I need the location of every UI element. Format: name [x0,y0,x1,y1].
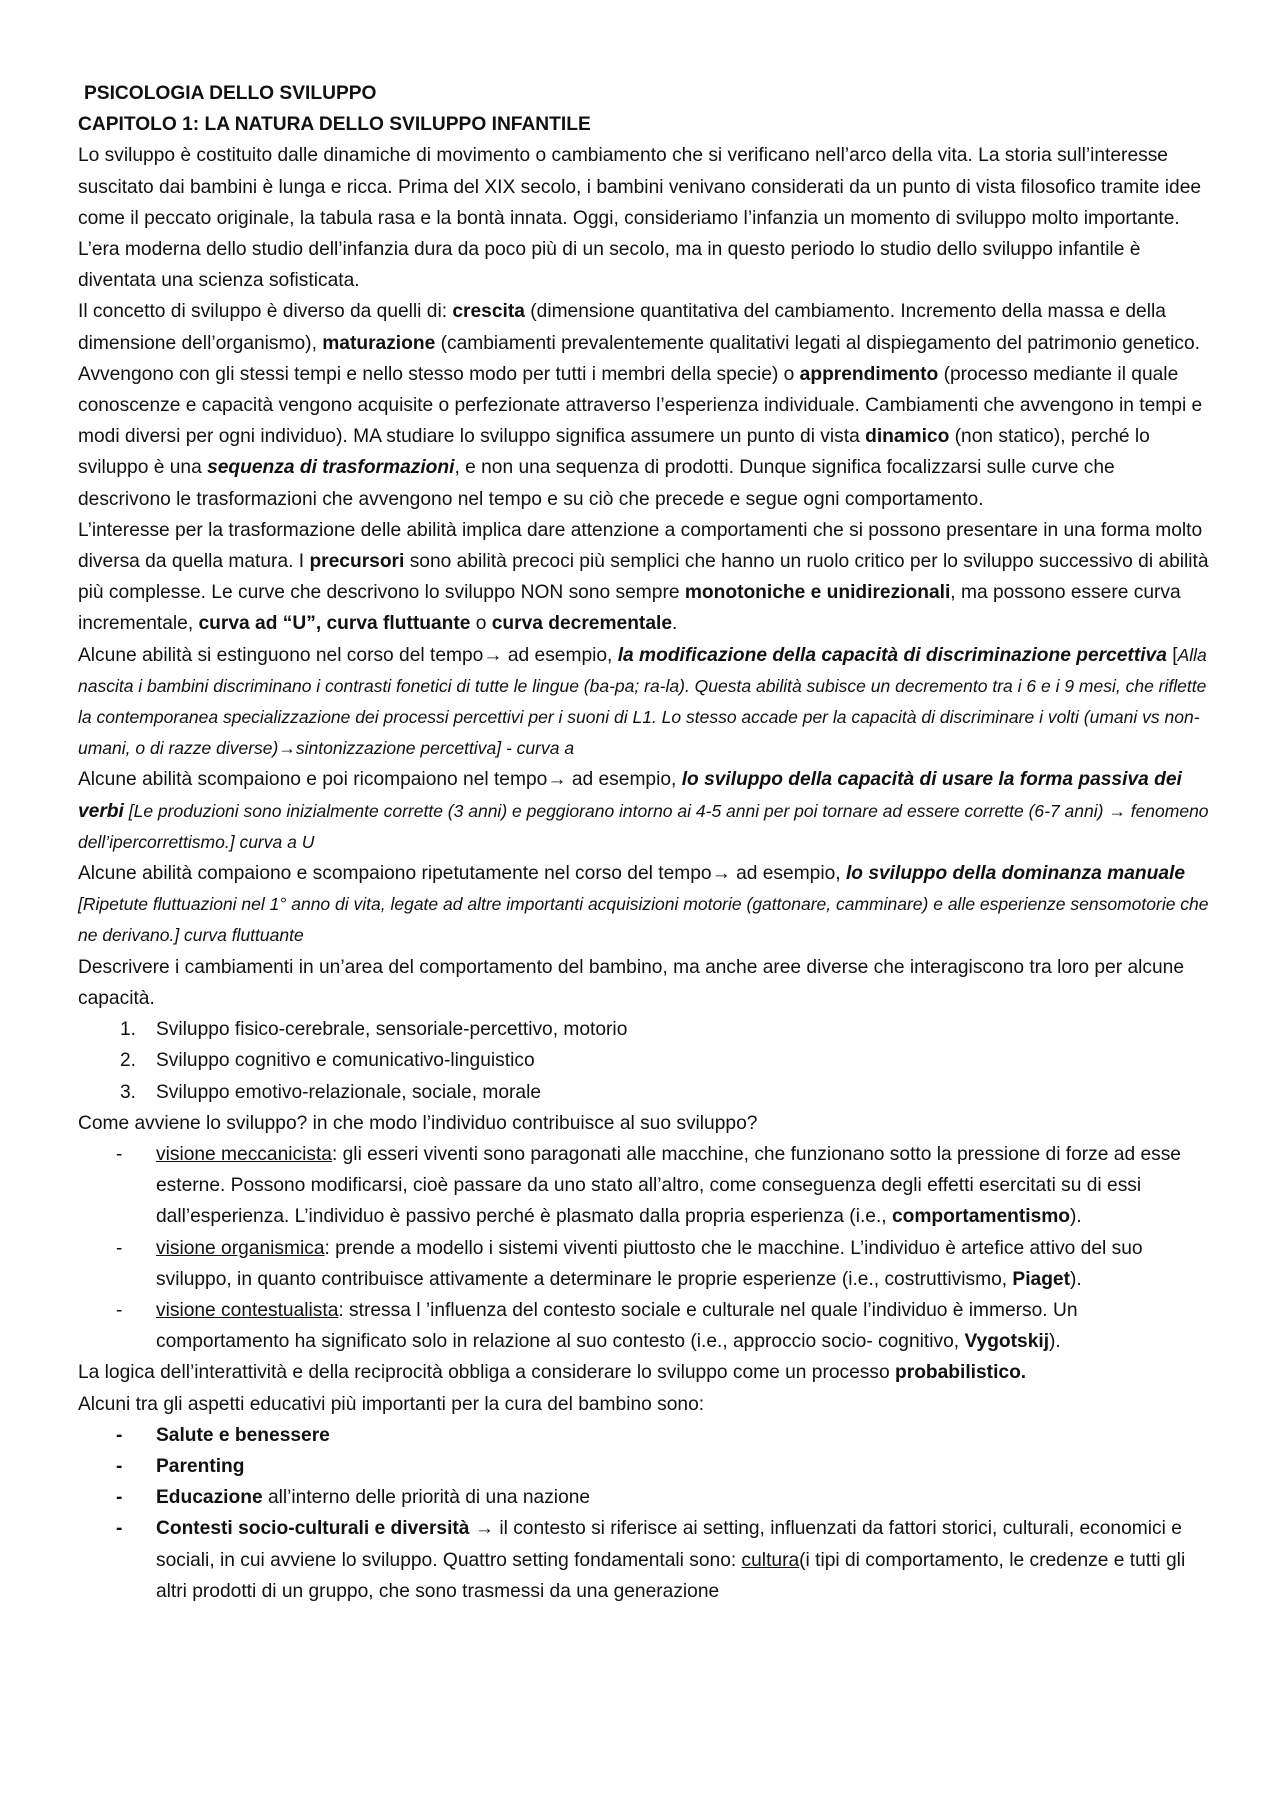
list-item: - Educazione all’interno delle priorità di una nazione [116,1487,591,1509]
paragraph-fluttuazione: Alcune abilità compaiono e scompaiono ripetutamente nel corso del tempo→ ad esempio, lo sviluppo della dominanza manuale [Ripetute fluttuazioni nel 1° anno di vita, legate ad altre importanti acquisizioni motorie (gattonare, camminare) e alle esperienze sensomotorie che ne derivano.] curva fluttuante [78,863,1209,946]
chapter-title: CAPITOLO 1: LA NATURA DELLO SVILUPPO INFANTILE [78,114,591,136]
term-discriminazione-percettiva: la modificazione della capacità di discriminazione percettiva [617,644,1167,666]
document-title: PSICOLOGIA DELLO SVILUPPO [84,83,377,104]
arrow-icon: → [278,738,296,759]
list-item: 3. Sviluppo emotivo-relazionale, sociale, morale [120,1081,542,1103]
arrow-icon: → [483,644,503,666]
term-visione-meccanicista: visione meccanicista [156,1143,332,1165]
term-visione-contestualista: visione contestualista [156,1299,339,1321]
views-list [78,1139,1210,1357]
paragraph-aspetti: Alcuni tra gli aspetti educativi più importanti per la cura del bambino sono: [78,1393,705,1415]
paragraph-precursori: L’interesse per la trasformazione delle abilità implica dare attenzione a comportamenti che si possono presentare in una forma molto diversa da quella matura. I precursori sono abilità precoci più semplici che hanno un ruolo critico per lo sviluppo successivo di abilità più complesse. Le curve che descrivono lo sviluppo NON sono sempre monotoniche e unidirezionali, ma possono essere curva incrementale, curva ad “U”, curva fluttuante o curva decrementale. [78,519,1209,635]
areas-list [78,1014,1210,1108]
list-item: - visione contestualista: stressa l ’influenza del contesto sociale e culturale nel quale l’individuo è immerso. Un comportamento ha significato solo in relazione al suo contesto (i.e., approccio socio- cognitivo, Vygotskij). [116,1299,1078,1353]
arrow-icon: → [474,1518,495,1540]
list-item: 1. Sviluppo fisico-cerebrale, sensoriale-percettivo, motorio [120,1019,628,1041]
list-item: 2. Sviluppo cognitivo e comunicativo-linguistico [120,1050,535,1072]
paragraph-probabilistico: La logica dell’interattività e della reciprocità obbliga a considerare lo sviluppo come un processo probabilistico. [78,1362,1027,1384]
term-sequenza-trasformazioni: sequenza di trasformazioni [207,457,455,479]
term-forma-passiva: lo sviluppo della capacità di usare la forma passiva dei verbi [78,769,1182,822]
term-maturazione: maturazione [322,332,436,354]
term-crescita: crescita [452,301,525,323]
list-item: - Contesti socio-culturali e diversità → il contesto si riferisce ai setting, influenzati da fattori storici, culturali, economici e sociali, in cui avviene lo sviluppo. Quattro setting fondamentali sono: cultura(i tipi di comportamento, le credenze e tutti gli altri prodotti di un gruppo, che sono trasmessi da una generazione [116,1518,1186,1602]
note-fluttuazione: [Ripetute fluttuazioni nel 1° anno di vita, legate ad altre importanti acquisizioni motorie (gattonare, camminare) e alle esperienze sensomotorie che ne derivano.] curva fluttuante [78,894,1209,946]
term-curva-decrementale: curva decrementale [491,613,672,635]
list-item: - visione meccanicista: gli esseri viventi sono paragonati alle macchine, che funzionano sotto la pressione di forze ad esse esterne. Possono modificarsi, cioè passare da uno stato all’altro, come conseguenza degli effetti esercitati su di essi dall’esperienza. L’individuo è passivo perché è plasmato dalla propria esperienza (i.e., comportamentismo). [116,1143,1181,1228]
term-apprendimento: apprendimento [799,363,939,385]
note-estinzione: Alla nascita i bambini discriminano i contrasti fonetici di tutte le lingue (ba-pa; ra-la). Questa abilità subisce un decremento tra i 6 e i 9 mesi, che riflette la contemporanea specializzazione dei processi percettivi per i suoni di L1. Lo stesso accade per la capacità di discriminare i volti (umani vs non-umani, o di razze diverse) [78,644,1207,759]
paragraph-concept: Il concetto di sviluppo è diverso da quelli di: crescita (dimensione quantitativa del cambiamento. Incremento della massa e della dimensione dell’organismo), maturazione (cambiamenti prevalentemente qualitativi legati al dispiegamento del patrimonio genetico. Avvengono con gli stessi tempi e nello stesso modo per tutti i membri della specie) o apprendimento (processo mediante il quale conoscenze e capacità vengono acquisite o perfezionate attraverso l’esperienza individuale. Cambiamenti che avvengono in tempi e modi diversi per ogni individuo). MA studiare lo sviluppo significa assumere un punto di vista dinamico (non statico), perché lo sviluppo è una sequenza di trasformazioni, e non una sequenza di prodotti. Dunque significa focalizzarsi sulle curve che descrivono le trasformazioni che avvengono nel tempo e su ciò che precede e segue ogni comportamento. [78,301,1203,510]
list-item: - Parenting [116,1455,245,1477]
paragraph-estinzione: Alcune abilità si estinguono nel corso del tempo→ ad esempio, la modificazione della capacità di discriminazione percettiva [Alla nascita i bambini discriminano i contrasti fonetici di tutte le lingue (ba-pa; ra-la). Questa abilità subisce un decremento tra i 6 e i 9 mesi, che riflette la contemporanea specializzazione dei processi percettivi per i suoni di L1. Lo stesso accade per la capacità di discriminare i volti (umani vs non-umani, o di razze diverse)→sintonizzazione percettiva] - curva a [78,644,1207,759]
paragraph-aree: Descrivere i cambiamenti in un’area del comportamento del bambino, ma anche aree diverse che interagiscono tra loro per alcune capacità. [78,956,1184,1009]
paragraph-ricomparsa: Alcune abilità scompaiono e poi ricompaiono nel tempo→ ad esempio, lo sviluppo della capacità di usare la forma passiva dei verbi [Le produzioni sono inizialmente corrette (3 anni) e peggiorano intorno ai 4-5 anni per poi tornare ad essere corrette (6-7 anni) → fenomeno dell’ipercorrettismo.] curva a U [78,769,1209,852]
arrow-icon: → [711,863,731,885]
term-visione-organismica: visione organismica [156,1237,325,1259]
paragraph-intro: Lo sviluppo è costituito dalle dinamiche di movimento o cambiamento che si verificano nell’arco della vita. La storia sull’interesse suscitato dai bambini è lunga e ricca. Prima del XIX secolo, i bambini venivano considerati da un punto di vista filosofico tramite idee come il peccato originale, la tabula rasa e la bontà innata. Oggi, consideriamo l’infanzia un momento di sviluppo molto importante. L’era moderna dello studio dell’infanzia dura da poco più di un secolo, ma in questo periodo lo studio dello sviluppo infantile è diventata una scienza sofisticata. [78,145,1202,292]
note-ricomparsa: [Le produzioni sono inizialmente corrette (3 anni) e peggiorano intorno ai 4-5 anni per poi tornare ad essere corrette (6-7 anni) [123,800,1109,821]
list-item: - visione organismica: prende a modello i sistemi viventi piuttosto che le macchine. L’individuo è artefice attivo del suo sviluppo, in quanto contribuisce attivamente a determinare le proprie esperienze (i.e., costruttivismo, Piaget). [116,1237,1143,1290]
arrow-icon: → [547,769,567,791]
term-dominanza-manuale: lo sviluppo della dominanza manuale [845,863,1185,885]
term-monotoniche: monotoniche e unidirezionali [684,582,951,604]
list-item: - Salute e benessere [116,1424,330,1446]
paragraph-domanda: Come avviene lo sviluppo? in che modo l’individuo contribuisce al suo sviluppo? [78,1112,758,1134]
term-precursori: precursori [309,551,405,573]
arrow-icon: → [1108,800,1126,821]
term-dinamico: dinamico [865,426,950,448]
term-curve: curva ad “U”, curva fluttuante [198,613,471,635]
aspects-list [78,1420,1210,1607]
